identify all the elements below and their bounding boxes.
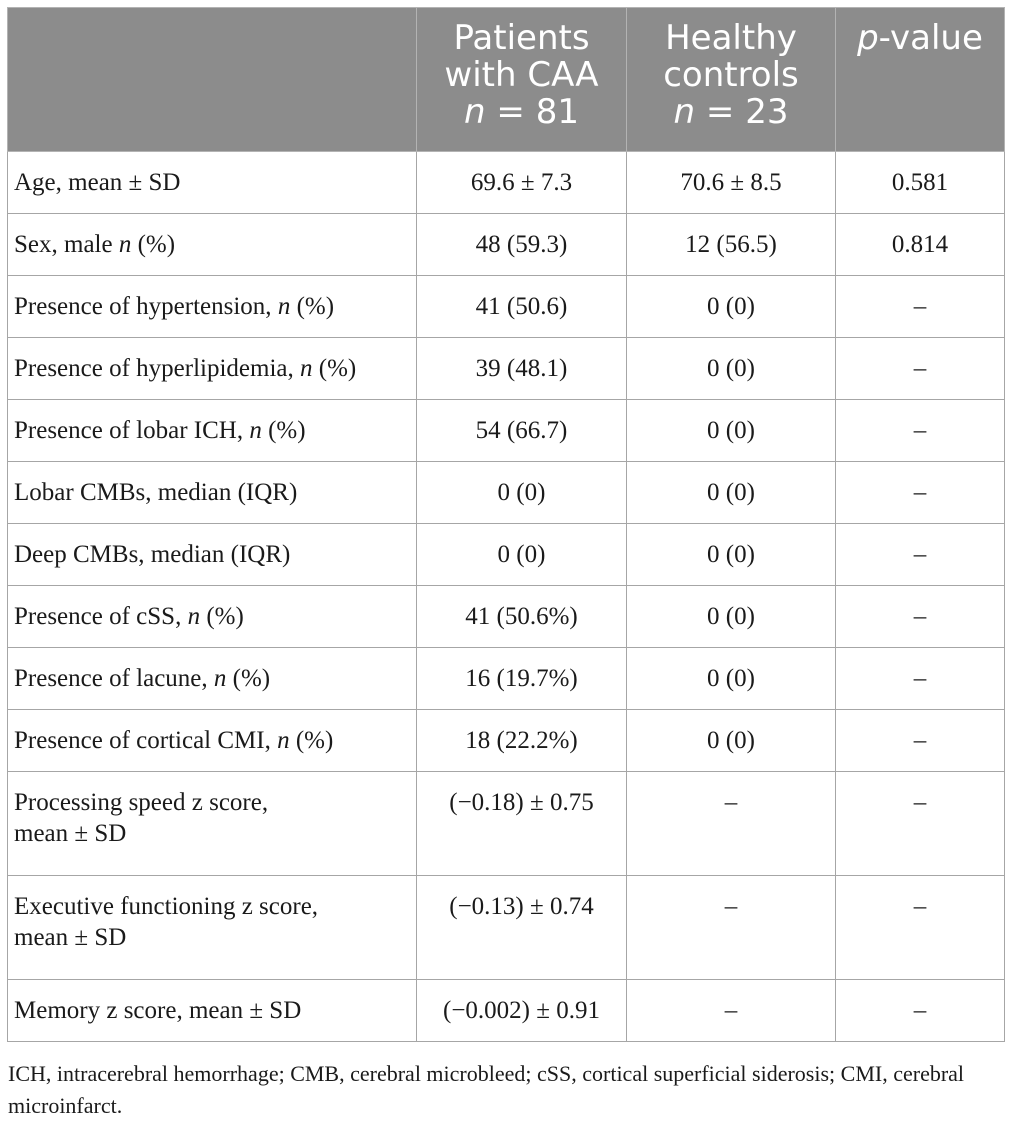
- cell-p-value: –: [836, 648, 1005, 710]
- cell-p-value: –: [836, 980, 1005, 1042]
- header-empty: [8, 8, 417, 152]
- table-row: [8, 710, 1005, 772]
- table-row: [8, 772, 1005, 876]
- row-label: Presence of cSS, n (%): [8, 586, 417, 648]
- cell-p-value: –: [836, 400, 1005, 462]
- header-controls-line1: Healthy: [665, 18, 797, 58]
- cell-caa: (−0.18) ± 0.75: [417, 772, 627, 876]
- cell-controls: –: [627, 876, 836, 980]
- header-patients-line2: with CAA: [444, 55, 599, 95]
- cell-caa: 48 (59.3): [417, 214, 627, 276]
- table-row: [8, 338, 1005, 400]
- header-patients-n: n: [464, 92, 486, 132]
- header-row: [8, 8, 1005, 152]
- cell-p-value: –: [836, 524, 1005, 586]
- row-label: Presence of lobar ICH, n (%): [8, 400, 417, 462]
- row-label: Presence of cortical CMI, n (%): [8, 710, 417, 772]
- characteristics-table: [7, 7, 1005, 1042]
- cell-caa: 54 (66.7): [417, 400, 627, 462]
- cell-p-value: –: [836, 772, 1005, 876]
- header-controls-n: n: [673, 92, 696, 132]
- table-container: [7, 7, 1004, 1042]
- row-label: Presence of hyperlipidemia, n (%): [8, 338, 417, 400]
- cell-controls: 12 (56.5): [627, 214, 836, 276]
- cell-caa: (−0.002) ± 0.91: [417, 980, 627, 1042]
- cell-caa: 18 (22.2%): [417, 710, 627, 772]
- header-p-value: [836, 8, 1005, 152]
- cell-caa: (−0.13) ± 0.74: [417, 876, 627, 980]
- row-label: Deep CMBs, median (IQR): [8, 524, 417, 586]
- cell-controls: 0 (0): [627, 462, 836, 524]
- row-label: Processing speed z score, mean ± SD: [8, 772, 417, 876]
- cell-caa: 16 (19.7%): [417, 648, 627, 710]
- cell-p-value: –: [836, 276, 1005, 338]
- cell-p-value: –: [836, 462, 1005, 524]
- row-label: Sex, male n (%): [8, 214, 417, 276]
- row-label: Age, mean ± SD: [8, 152, 417, 214]
- table-row: [8, 586, 1005, 648]
- cell-controls: –: [627, 772, 836, 876]
- table-row: [8, 400, 1005, 462]
- cell-controls: 0 (0): [627, 400, 836, 462]
- row-label: Lobar CMBs, median (IQR): [8, 462, 417, 524]
- cell-controls: 0 (0): [627, 648, 836, 710]
- cell-p-value: 0.581: [836, 152, 1005, 214]
- cell-caa: 41 (50.6%): [417, 586, 627, 648]
- cell-controls: 0 (0): [627, 524, 836, 586]
- cell-caa: 69.6 ± 7.3: [417, 152, 627, 214]
- row-label: Executive functioning z score, mean ± SD: [8, 876, 417, 980]
- table-row: [8, 152, 1005, 214]
- table-row: [8, 462, 1005, 524]
- table-row: [8, 276, 1005, 338]
- cell-caa: 0 (0): [417, 462, 627, 524]
- cell-p-value: –: [836, 710, 1005, 772]
- cell-controls: –: [627, 980, 836, 1042]
- cell-caa: 39 (48.1): [417, 338, 627, 400]
- cell-p-value: –: [836, 338, 1005, 400]
- table-row: [8, 876, 1005, 980]
- header-p: p: [857, 18, 879, 58]
- cell-controls: 0 (0): [627, 710, 836, 772]
- table-row: [8, 648, 1005, 710]
- cell-controls: 0 (0): [627, 276, 836, 338]
- header-patients-caa: [417, 8, 627, 152]
- cell-p-value: –: [836, 876, 1005, 980]
- header-patients-line1: Patients: [453, 18, 590, 58]
- row-label: Presence of lacune, n (%): [8, 648, 417, 710]
- table-row: [8, 524, 1005, 586]
- row-label: Presence of hypertension, n (%): [8, 276, 417, 338]
- header-p-rest: -value: [878, 18, 983, 58]
- cell-controls: 0 (0): [627, 338, 836, 400]
- header-patients-count: = 81: [485, 92, 579, 132]
- cell-p-value: –: [836, 586, 1005, 648]
- cell-p-value: 0.814: [836, 214, 1005, 276]
- cell-controls: 70.6 ± 8.5: [627, 152, 836, 214]
- cell-caa: 41 (50.6): [417, 276, 627, 338]
- table-row: [8, 980, 1005, 1042]
- table-row: [8, 214, 1005, 276]
- header-healthy-controls: [627, 8, 836, 152]
- header-controls-count: = 23: [695, 92, 789, 132]
- row-label: Memory z score, mean ± SD: [8, 980, 417, 1042]
- header-controls-line2: controls: [663, 55, 799, 95]
- table-footnote: ICH, intracerebral hemorrhage; CMB, cerebral microbleed; cSS, cortical superficial siderosis; CMI, cerebral microinfarct.: [8, 1061, 965, 1118]
- cell-controls: 0 (0): [627, 586, 836, 648]
- cell-caa: 0 (0): [417, 524, 627, 586]
